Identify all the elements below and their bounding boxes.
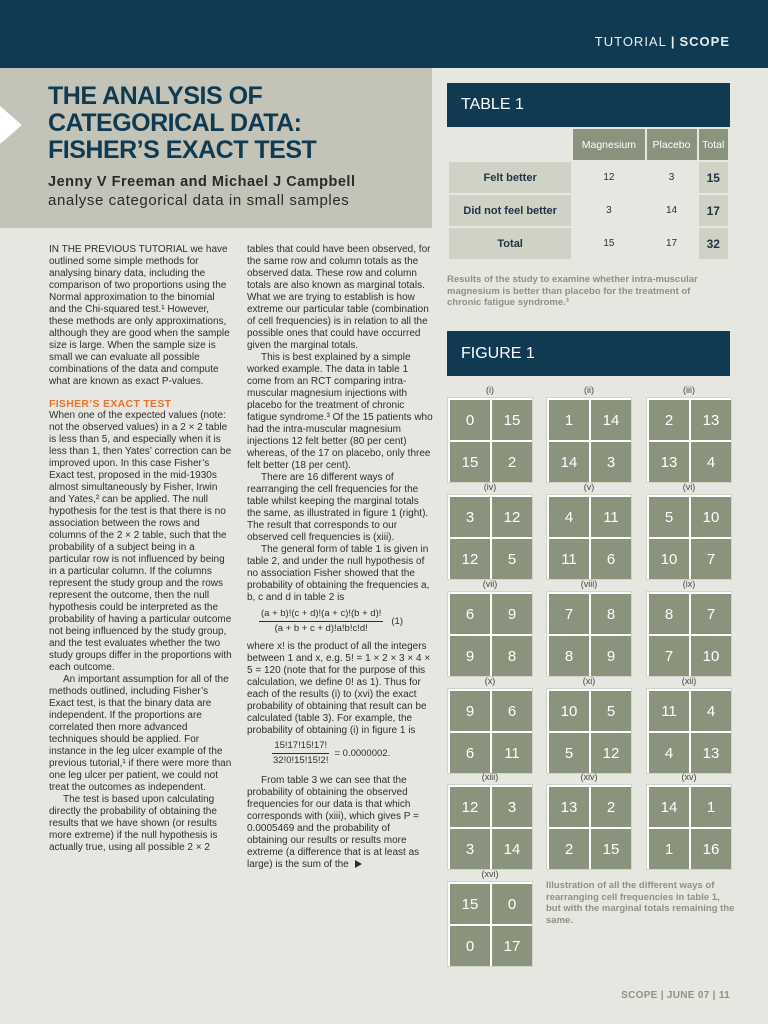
figure-table-label: (i) [486,385,494,395]
figure-2x2-table [546,591,632,677]
table-cell: 3 [646,161,698,194]
table-row [448,194,729,227]
figure-cell: 14 [591,400,631,440]
figure-cell: 11 [591,497,631,537]
figure-cell: 3 [591,442,631,482]
figure-cell: 15 [492,400,532,440]
section-heading: FISHER’S EXACT TEST [49,398,172,410]
figure-cell: 3 [450,497,490,537]
figure-table-label: (xiv) [580,772,598,782]
figure-cell: 8 [549,636,589,676]
paragraph: The general form of table 1 is given in table 2, and under the null hypothesis of no association Fisher showed that the probability of obtaining the frequencies a, b, c and d in table 2 is [247,544,430,603]
figure-cell: 4 [691,691,731,731]
figure-cell: 6 [450,594,490,634]
figure-cell: 15 [450,884,490,924]
table-1-caption: Results of the study to examine whether intra-muscular magnesium is better than placebo for the treatment of chronic fatigue syndrome.³ [447,274,698,308]
figure-cell: 7 [549,594,589,634]
figure-cell: 0 [450,926,490,966]
figure-cell: 13 [549,787,589,827]
figure-cell: 15 [591,829,631,869]
formula-numerator: 15!17!15!17! [272,740,329,754]
figure-cell: 12 [492,497,532,537]
table-header-row [448,128,729,161]
figure-cell: 3 [450,829,490,869]
paragraph: IN THE PREVIOUS TUTORIAL we have outlined some simple methods for analysing binary data, including the comparison of two proportions using the Normal approximation to the binomial and the Chi-squared test.¹ However, these methods are only approximations, although they are good when the sample size is large. When the sample size is small we can evaluate all possible combinations of the data and compute what are known as exact P-values. [49,244,230,387]
article-authors: Jenny V Freeman and Michael J Campbell [48,174,356,190]
figure-table-label: (ii) [584,385,594,395]
paragraph: where x! is the product of all the integers between 1 and x, e.g. 5! = 1 × 2 × 3 × 4 × 5 = 120 (note that for the purpose of this calculation, we define 0! as 1). Thus for each of the results (i) to (xvi) the exact probability of obtaining that result can be calculated (table 3). For example, the probability of obtaining (i) in figure 1 is [247,641,431,736]
figure-2x2-table [646,784,732,870]
figure-cell: 12 [450,787,490,827]
figure-cell: 13 [649,442,689,482]
figure-table-label: (iv) [483,482,497,492]
figure-cell: 6 [591,539,631,579]
figure-2x2-table [546,397,632,483]
total-cell: 15 [698,161,730,194]
figure-2x2-table [447,494,533,580]
article-title: THE ANALYSIS OF CATEGORICAL DATA: FISHER’S EXACT TEST [48,82,317,164]
article-subtitle: analyse categorical data in small samples [48,192,350,209]
figure-2x2-table [447,688,533,774]
figure-1-title: FIGURE 1 [447,331,730,376]
total-cell: 17 [698,194,730,227]
figure-2x2-table [546,494,632,580]
figure-2x2-table [646,591,732,677]
figure-cell: 11 [492,733,532,773]
figure-table-label: (viii) [580,579,598,589]
figure-cell: 6 [450,733,490,773]
table-cell: 3 [572,194,645,227]
figure-1-caption: Illustration of all the different ways of rearranging cell frequencies in table 1, but with the marginal totals remaining the same. [546,880,735,926]
magazine-name: SCOPE [679,34,730,49]
figure-cell: 5 [492,539,532,579]
figure-cell: 16 [691,829,731,869]
row-header: Did not feel better [448,194,572,227]
figure-2x2-table [546,784,632,870]
formula-result: = 0.0000002. [334,747,391,759]
figure-table-label: (xvi) [481,869,499,879]
figure-2x2-table [447,784,533,870]
formula-fraction [259,608,383,635]
figure-table-label: (xiii) [481,772,499,782]
formula-1 [259,608,433,635]
top-bar [0,0,768,68]
figure-table-label: (xv) [681,772,697,782]
figure-cell: 17 [492,926,532,966]
table-cell: 14 [646,194,698,227]
table-cell: 12 [572,161,645,194]
figure-2x2-table [447,397,533,483]
section-separator: | [670,34,676,49]
article-column-2 [247,244,433,871]
figure-cell: 5 [649,497,689,537]
row-header: Felt better [448,161,572,194]
figure-cell: 4 [691,442,731,482]
figure-table-label: (x) [484,676,496,686]
article-column-1 [49,244,234,854]
figure-cell: 12 [591,733,631,773]
figure-table-label: (iii) [683,385,695,395]
figure-cell: 5 [549,733,589,773]
paragraph: When one of the expected values (note: not the observed values) in a 2 × 2 table is less than 5, and especially when it is less than 1, then Yates’ correction can be improved upon. In this case Fisher’s Exact test, proposed in the mid-1930s almost simultaneously by Fisher, Irwin and Yates,² can be applied. The null hypothesis for the test is that there is no association between the rows and columns of the 2 × 2 table, such that the probability of a subject being in a particular row is not influenced by being in a particular column. If the columns represent the study group and the rows represent the outcome, then the null hypothesis could be interpreted as the probability of having a particular outcome not being influenced by the study group, and the test evaluates whether the two study groups differ in the proportions with each outcome. [49,410,232,673]
row-header: Total [448,227,572,260]
table-1 [447,127,730,261]
figure-cell: 2 [649,400,689,440]
figure-cell: 8 [591,594,631,634]
figure-cell: 8 [492,636,532,676]
figure-table-label: (xi) [582,676,596,686]
figure-cell: 12 [450,539,490,579]
total-cell: 32 [698,227,730,260]
formula-denominator: (a + b + c + d)!a!b!c!d! [274,623,368,634]
figure-2x2-table [646,397,732,483]
figure-2x2-table [447,591,533,677]
figure-2x2-table [646,688,732,774]
figure-cell: 7 [649,636,689,676]
paragraph: An important assumption for all of the methods outlined, including Fisher’s Exact test, is that the binary data are independent. If the proportions are correlated then more advanced techniques should be applied. For instance in the leg ulcer example of the previous tutorial,¹ if there were more than one leg ulcer per patient, we could not treat the outcomes as independent. [49,674,232,793]
figure-cell: 7 [691,539,731,579]
figure-cell: 5 [591,691,631,731]
column-header: Total [698,128,730,161]
figure-cell: 0 [492,884,532,924]
figure-cell: 14 [492,829,532,869]
figure-cell: 9 [450,636,490,676]
paragraph: The test is based upon calculating directly the probability of obtaining the results that we have shown (or results more extreme) if the null hypothesis is actually true, using all possible 2 × 2 [49,794,218,853]
formula-number: (1) [391,615,403,627]
column-header: Magnesium [572,128,645,161]
figure-cell: 9 [450,691,490,731]
figure-table-label: (xii) [681,676,697,686]
figure-2x2-table [546,688,632,774]
formula-numerator: (a + b)!(c + d)!(a + c)!(b + d)! [259,608,383,622]
figure-table-label: (v) [583,482,595,492]
table-cell: 15 [572,227,645,260]
figure-cell: 1 [549,400,589,440]
column-header: Placebo [646,128,698,161]
figure-2x2-table [646,494,732,580]
figure-cell: 4 [549,497,589,537]
figure-cell: 10 [649,539,689,579]
paragraph-text: From table 3 we can see that the probability of obtaining the observed frequencies for our data is that which corresponds with (xiii), which gives P = 0.0005469 and the probability of obtaining our results or results more extreme (a difference that is at least as large) is the sum of the [247,775,420,870]
figure-cell: 2 [492,442,532,482]
figure-cell: 0 [450,400,490,440]
figure-cell: 10 [691,636,731,676]
table-corner [448,128,572,161]
figure-cell: 15 [450,442,490,482]
figure-cell: 14 [549,442,589,482]
figure-table-label: (vi) [682,482,696,492]
figure-cell: 11 [649,691,689,731]
table-row [448,227,729,260]
figure-cell: 7 [691,594,731,634]
formula-2 [271,740,433,767]
figure-cell: 2 [549,829,589,869]
section-label: TUTORIAL [594,34,667,49]
figure-cell: 10 [691,497,731,537]
table-cell: 17 [646,227,698,260]
figure-cell: 4 [649,733,689,773]
figure-cell: 14 [649,787,689,827]
figure-table-label: (vii) [482,579,498,589]
paragraph: There are 16 different ways of rearranging the cell frequencies for the table whilst keeping the marginal totals the same, as illustrated in figure 1 (right). The result that corresponds to our observed cell frequencies is (xiii). [247,472,429,543]
figure-cell: 3 [492,787,532,827]
formula-fraction [271,740,330,767]
figure-cell: 1 [691,787,731,827]
arrow-icon [0,106,22,144]
figure-cell: 11 [549,539,589,579]
figure-cell: 13 [691,400,731,440]
figure-cell: 13 [691,733,731,773]
figure-cell: 9 [492,594,532,634]
figure-cell: 9 [591,636,631,676]
paragraph: This is best explained by a simple worked example. The data in table 1 come from an RCT comparing intra-muscular magnesium injections with placebo for the treatment of chronic fatigue syndrome.³ Of the 15 patients who had the intra-muscular magnesium injections 12 felt better (80 per cent) whereas, of the 17 on placebo, only three felt better (18 per cent). [247,352,433,471]
figure-cell: 1 [649,829,689,869]
page-footer: SCOPE | JUNE 07 | 11 [621,990,730,1001]
figure-cell: 2 [591,787,631,827]
formula-denominator: 32!0!15!15!2! [273,755,329,766]
section-tag [595,34,730,49]
paragraph [247,775,433,871]
figure-cell: 10 [549,691,589,731]
figure-2x2-table [447,881,533,967]
table-row [448,161,729,194]
figure-cell: 8 [649,594,689,634]
paragraph: tables that could have been observed, for the same row and column totals as the observed data. These row and column totals are also known as marginal totals. What we are trying to establish is how extreme our particular table (combination of cell frequencies) is in relation to all the possible ones that could have occurred given the marginal totals. [247,244,431,351]
figure-cell: 6 [492,691,532,731]
table-1-title: TABLE 1 [447,83,730,127]
figure-table-label: (ix) [682,579,696,589]
continue-arrow-icon [355,860,362,868]
article-header [0,68,432,228]
